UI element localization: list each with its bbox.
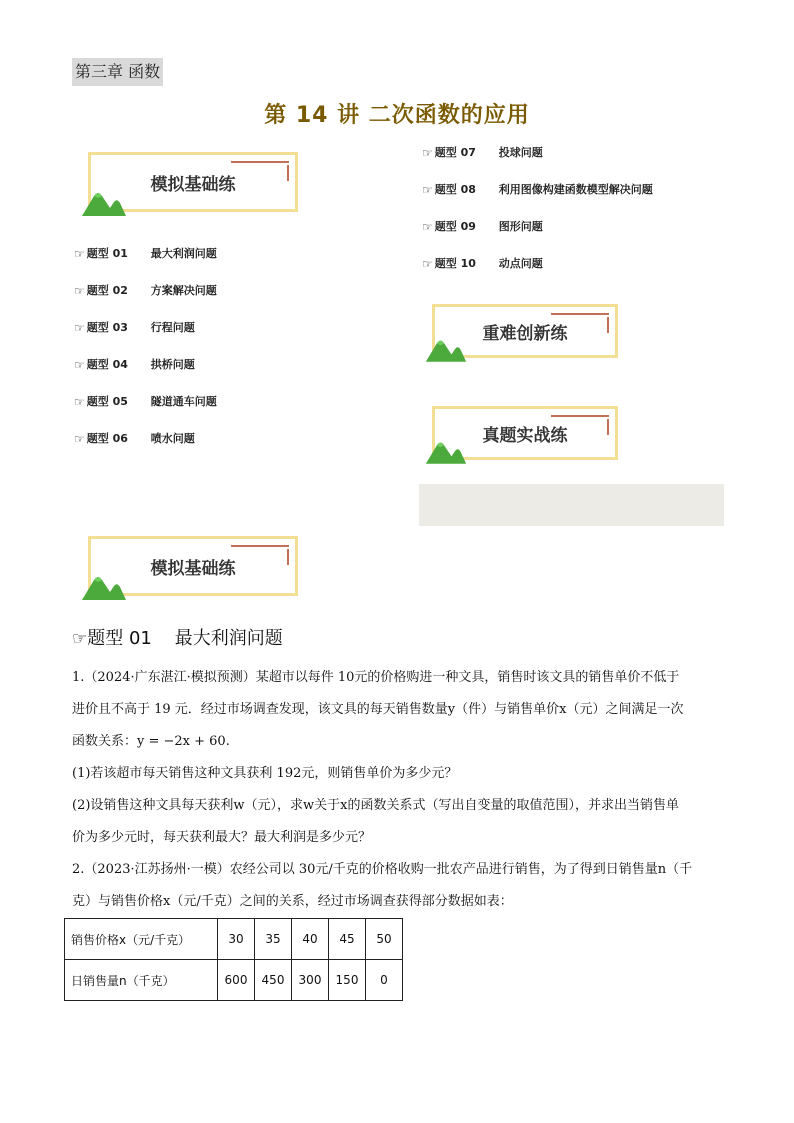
table-cell: 600 <box>218 960 255 1001</box>
toc-num: 题型 05 <box>86 395 128 408</box>
pointing-hand-icon: ☞ <box>74 395 85 409</box>
toc-left <box>74 246 217 447</box>
blank-panel <box>419 484 724 526</box>
pointing-hand-icon: ☞ <box>74 321 85 335</box>
banner-label: 真题实战练 <box>482 425 568 446</box>
toc-name: 最大利润问题 <box>150 247 217 260</box>
toc-item[interactable] <box>74 320 217 336</box>
pointing-hand-icon: ☞ <box>422 220 433 234</box>
toc-num: 题型 08 <box>434 183 476 196</box>
toc-num: 题型 07 <box>434 146 476 159</box>
toc-name: 行程问题 <box>150 321 195 334</box>
toc-item[interactable] <box>74 246 217 262</box>
table-row <box>65 919 403 960</box>
toc-name: 动点问题 <box>498 257 543 270</box>
toc-item[interactable] <box>422 256 653 272</box>
mountain-icon <box>80 186 128 216</box>
banner-mock-basic-section <box>88 536 328 610</box>
toc-item[interactable] <box>74 283 217 299</box>
banner-label: 重难创新练 <box>482 323 568 344</box>
pointing-hand-icon: ☞ <box>422 183 433 197</box>
toc-num: 题型 01 <box>86 247 128 260</box>
pointing-hand-icon: ☞ <box>74 284 85 298</box>
table-cell: 30 <box>218 919 255 960</box>
question-1-line: 函数关系：y = −2x + 60. <box>72 734 230 749</box>
question-1-line: 1.（2024·广东湛江·模拟预测）某超市以每件 10元的价格购进一种文具，销售时该文具的销售单价不低于 <box>72 670 680 685</box>
table-cell: 50 <box>366 919 403 960</box>
pointing-hand-icon: ☞ <box>74 358 85 372</box>
toc-num: 题型 02 <box>86 284 128 297</box>
table-cell: 35 <box>255 919 292 960</box>
toc-name: 方案解决问题 <box>150 284 217 297</box>
question-1-part-2: (2)设销售这种文具每天获利w（元），求w关于x的函数关系式（写出自变量的取值范围），并求出当销售单 <box>72 798 680 813</box>
toc-item[interactable] <box>74 394 217 410</box>
table-row-header: 日销售量n（千克） <box>65 960 218 1001</box>
table-row <box>65 960 403 1001</box>
pointing-hand-icon: ☞ <box>72 629 88 649</box>
pointing-hand-icon: ☞ <box>74 432 85 446</box>
toc-name: 喷水问题 <box>150 432 195 445</box>
table-row-header: 销售价格x（元/千克） <box>65 919 218 960</box>
mountain-icon <box>80 570 128 600</box>
pointing-hand-icon: ☞ <box>422 146 433 160</box>
toc-num: 题型 10 <box>434 257 476 270</box>
question-1-part-1: (1)若该超市每天销售这种文具获利 192元，则销售单价为多少元？ <box>72 766 458 781</box>
pointing-hand-icon: ☞ <box>74 247 85 261</box>
toc-name: 拱桥问题 <box>150 358 195 371</box>
toc-num: 题型 03 <box>86 321 128 334</box>
banner-hard-innovative <box>432 304 672 378</box>
question-2-line: 克）与销售价格x（元/千克）之间的关系，经过市场调查获得部分数据如表： <box>72 894 513 909</box>
toc-num: 题型 06 <box>86 432 128 445</box>
toc-item[interactable] <box>74 357 217 373</box>
toc-name: 隧道通车问题 <box>150 395 217 408</box>
banner-real-exam <box>432 406 672 480</box>
mountain-icon <box>424 436 468 464</box>
toc-num: 题型 09 <box>434 220 476 233</box>
toc-item[interactable] <box>422 219 653 235</box>
toc-right <box>422 145 653 272</box>
section-name: 最大利润问题 <box>174 628 283 649</box>
mountain-icon <box>424 334 468 362</box>
chapter-tag: 第三章 函数 <box>72 58 163 86</box>
toc-item[interactable] <box>422 182 653 198</box>
table-cell: 40 <box>292 919 329 960</box>
table-cell: 450 <box>255 960 292 1001</box>
toc-name: 投球问题 <box>498 146 543 159</box>
banner-label: 模拟基础练 <box>150 558 236 579</box>
question-2-line: 2.（2023·江苏扬州·一模）农经公司以 30元/千克的价格收购一批农产品进行销售，为了得到日销售量n（千 <box>72 862 693 877</box>
data-table <box>64 918 403 1001</box>
page-title: 第 14 讲 二次函数的应用 <box>264 103 530 128</box>
table-cell: 150 <box>329 960 366 1001</box>
section-num: 题型 01 <box>87 628 152 649</box>
question-1-line: 进价且不高于 19 元．经过市场调查发现，该文具的每天销售数量y（件）与销售单价x（元）之间满足一次 <box>72 702 684 717</box>
toc-num: 题型 04 <box>86 358 128 371</box>
toc-name: 利用图像构建函数模型解决问题 <box>498 183 653 196</box>
section-heading <box>72 624 283 650</box>
question-1-part-2: 价为多少元时，每天获利最大？最大利润是多少元？ <box>72 830 372 845</box>
pointing-hand-icon: ☞ <box>422 257 433 271</box>
toc-name: 图形问题 <box>498 220 543 233</box>
table-cell: 300 <box>292 960 329 1001</box>
toc-item[interactable] <box>74 431 217 447</box>
table-cell: 0 <box>366 960 403 1001</box>
banner-label: 模拟基础练 <box>150 174 236 195</box>
toc-item[interactable] <box>422 145 653 161</box>
banner-mock-basic <box>88 152 328 226</box>
table-cell: 45 <box>329 919 366 960</box>
